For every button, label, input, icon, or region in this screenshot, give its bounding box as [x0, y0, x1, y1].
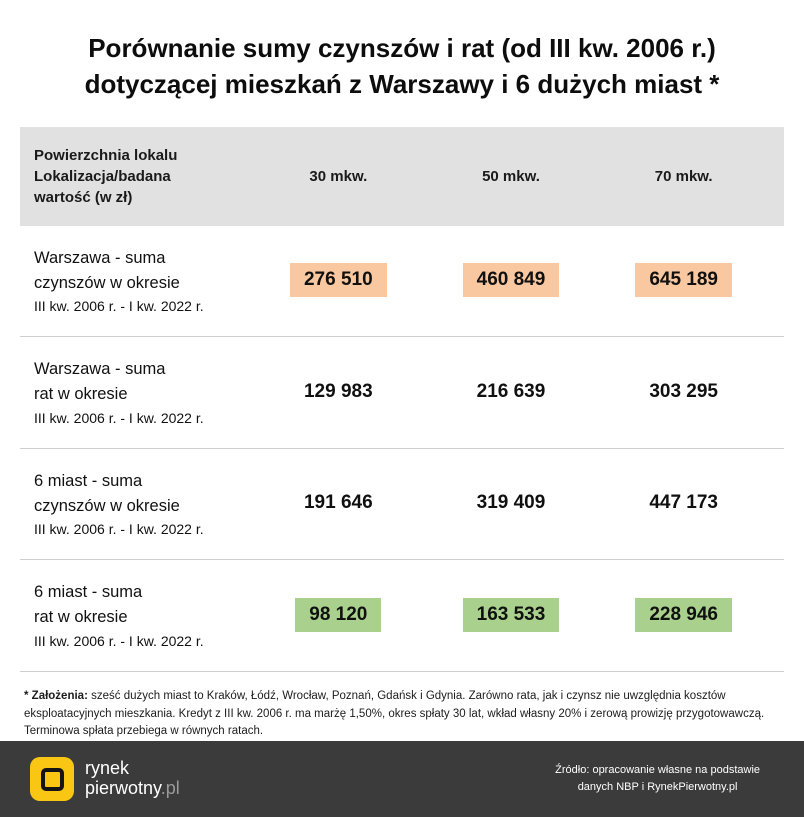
- page-title-line1: Porównanie sumy czynszów i rat (od III kw. 2006 r.): [88, 33, 716, 63]
- table-header-row: [20, 127, 784, 226]
- source-line1: Źródło: opracowanie własne na podstawie: [555, 764, 760, 777]
- source-line2: danych NBP i RynekPierwotny.pl: [577, 781, 738, 794]
- row-period: III kw. 2006 r. - I kw. 2022 r.: [34, 298, 204, 315]
- brand-name-suffix: .pl: [160, 778, 180, 799]
- table-row-warszawa-czynsze: [20, 226, 784, 338]
- brand-name-main: pierwotny: [85, 778, 161, 799]
- header-label-line2: Lokalizacja/badana: [34, 167, 171, 185]
- value-highlighted: 276 510: [290, 263, 387, 297]
- value-highlighted: 460 849: [463, 263, 560, 297]
- value-cell: [425, 375, 598, 409]
- brand-square-icon: [30, 757, 74, 801]
- value: 216 639: [476, 380, 546, 402]
- table-header-label: [34, 145, 252, 208]
- table-row-6miast-czynsze: [20, 449, 784, 561]
- brand-name-line1: rynek: [85, 758, 130, 779]
- value-highlighted: 163 533: [463, 598, 560, 632]
- column-header-50mkw: 50 mkw.: [482, 167, 540, 185]
- header-label-line3: wartość (w zł): [34, 188, 133, 206]
- value-cell: [597, 598, 770, 632]
- row-label-line1: Warszawa - suma: [34, 248, 166, 267]
- table-row-warszawa-raty: [20, 337, 784, 449]
- row-label: [34, 580, 252, 649]
- footer-bar: [0, 741, 804, 817]
- brand-name-line2: [85, 779, 180, 799]
- page-title: [30, 30, 774, 103]
- row-label-line1: 6 miast - suma: [34, 583, 143, 602]
- header-label-line1: Powierzchnia lokalu: [34, 146, 178, 164]
- row-period: III kw. 2006 r. - I kw. 2022 r.: [34, 632, 204, 649]
- value-cell: [252, 598, 425, 632]
- source-note: [555, 762, 760, 796]
- value: 447 173: [649, 492, 718, 514]
- row-label-line2: rat w okresie: [34, 385, 128, 404]
- footnote-text: sześć dużych miast to Kraków, Łódź, Wrocław, Poznań, Gdańsk i Gdynia. Zarówno rata, jak i czynsz nie uwzględnia kosztów eksploatacyjnych mieszkania. Kredyt z III kw. 2006 r. ma marżę 1,50%, okres spłaty 30 lat, wkład własny 20% i zerową prowizję przygotowawczą. Terminowa spłata przebiega w równych ratach.: [24, 689, 765, 738]
- value-cell: [425, 598, 598, 632]
- row-label: [34, 469, 252, 538]
- row-label: [34, 357, 252, 426]
- value-cell: [425, 263, 598, 297]
- value-cell: [597, 375, 770, 409]
- comparison-table: [20, 127, 784, 672]
- value-highlighted: 645 189: [635, 263, 732, 297]
- row-label-line2: czynszów w okresie: [34, 496, 180, 515]
- row-label: [34, 246, 252, 315]
- row-label-line2: czynszów w okresie: [34, 273, 180, 292]
- value-cell: [597, 263, 770, 297]
- value-highlighted: 228 946: [635, 598, 732, 632]
- row-label-line1: 6 miast - suma: [34, 471, 143, 490]
- column-header-30mkw: 30 mkw.: [309, 167, 368, 185]
- footnote-bold-prefix: * Założenia:: [24, 689, 88, 702]
- row-label-line1: Warszawa - suma: [34, 360, 166, 379]
- value: 129 983: [303, 380, 373, 402]
- table-row-6miast-raty: [20, 560, 784, 672]
- value-cell: [425, 486, 598, 520]
- row-label-line2: rat w okresie: [34, 608, 128, 627]
- value-highlighted: 98 120: [295, 598, 381, 632]
- value: 191 646: [303, 492, 373, 514]
- column-header-70mkw: 70 mkw.: [654, 167, 713, 185]
- brand-square-inner-icon: [41, 768, 64, 791]
- value-cell: [252, 263, 425, 297]
- value-cell: [597, 486, 770, 520]
- brand-name: [85, 759, 180, 799]
- footnote: [24, 688, 780, 741]
- row-period: III kw. 2006 r. - I kw. 2022 r.: [34, 409, 204, 426]
- row-period: III kw. 2006 r. - I kw. 2022 r.: [34, 521, 204, 538]
- page-title-line2: dotyczącej mieszkań z Warszawy i 6 dużych miast *: [84, 69, 720, 100]
- value: 303 295: [649, 380, 718, 402]
- value: 319 409: [476, 492, 546, 514]
- value-cell: [252, 486, 425, 520]
- brand-logo: [30, 757, 180, 801]
- value-cell: [252, 375, 425, 409]
